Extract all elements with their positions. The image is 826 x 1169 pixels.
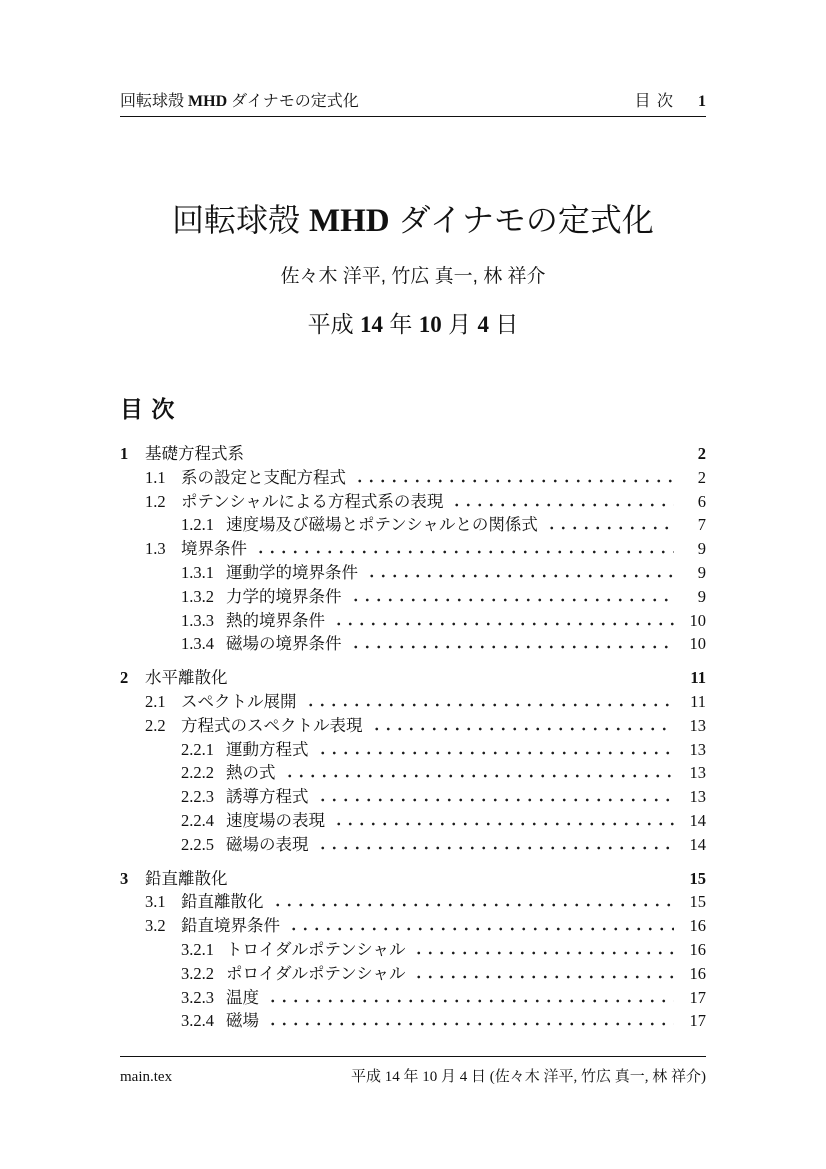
toc-entry-1.3.2[interactable] bbox=[120, 585, 706, 609]
authors-line: 佐々木 洋平, 竹広 真一, 林 祥介 bbox=[280, 266, 546, 287]
toc-leader-dots bbox=[333, 822, 674, 826]
toc-leader-dots bbox=[305, 703, 675, 707]
toc-entry-label: 境界条件 bbox=[181, 539, 247, 559]
toc-entry-page: 7 bbox=[697, 515, 706, 535]
text-segment: 平成 bbox=[307, 311, 360, 337]
toc-leader-dots bbox=[546, 526, 674, 530]
toc-entry-label: 速度場の表現 bbox=[226, 810, 325, 830]
toc-entry-page: 10 bbox=[689, 634, 706, 654]
toc-leader-dots bbox=[317, 751, 675, 755]
toc-entry-label: 運動方程式 bbox=[226, 739, 309, 759]
toc-entry-2.2.1[interactable] bbox=[120, 738, 706, 762]
toc-entry-page: 13 bbox=[689, 763, 706, 783]
toc-leader-dots bbox=[272, 903, 675, 907]
toc-entry-label: 温度 bbox=[226, 987, 259, 1007]
toc-entry-page: 9 bbox=[697, 562, 706, 582]
toc-entry-label: 基礎方程式系 bbox=[145, 445, 244, 463]
toc-entry-number: 2 bbox=[120, 668, 129, 688]
toc-entry-page: 16 bbox=[689, 916, 706, 936]
toc-entry-label: 水平離散化 bbox=[145, 669, 228, 688]
toc-entry-label: 力学的境界条件 bbox=[226, 586, 342, 606]
toc-leader-dots bbox=[413, 975, 674, 979]
toc-entry-page: 17 bbox=[689, 987, 706, 1007]
text-segment: 年 bbox=[382, 311, 419, 337]
toc-entry-3[interactable] bbox=[120, 867, 706, 891]
toc-entry-2.2.4[interactable] bbox=[120, 809, 706, 833]
toc-leader-dots bbox=[371, 727, 675, 731]
header-document-title bbox=[120, 88, 359, 111]
date-line bbox=[120, 306, 706, 343]
toc-entry-number: 3.2.4 bbox=[181, 1011, 214, 1031]
toc-entry-page: 11 bbox=[690, 668, 706, 688]
toc-leader-dots bbox=[267, 1022, 674, 1026]
toc-entry-label: ポロイダルポテンシャル bbox=[226, 963, 406, 983]
header-section-label: 目 次 bbox=[634, 93, 674, 110]
toc-entry-1.2.1[interactable] bbox=[120, 513, 706, 537]
toc-entry-number: 1.1 bbox=[145, 467, 166, 487]
toc-entry-1.3[interactable] bbox=[120, 537, 706, 561]
toc-entry-3.2.3[interactable] bbox=[120, 986, 706, 1010]
toc-entry-number: 2.2.2 bbox=[181, 763, 214, 783]
toc-entry-number: 3.2.3 bbox=[181, 987, 214, 1007]
toc-entry-label: 鉛直境界条件 bbox=[181, 916, 280, 936]
toc-entry-page: 11 bbox=[690, 691, 706, 711]
toc-entry-3.2.2[interactable] bbox=[120, 962, 706, 986]
running-footer bbox=[120, 1056, 706, 1086]
toc-entry-label: トロイダルポテンシャル bbox=[226, 939, 406, 959]
page-title bbox=[120, 196, 706, 245]
toc-entry-label: 系の設定と支配方程式 bbox=[181, 467, 346, 487]
text-segment-bold: MHD bbox=[188, 93, 228, 110]
toc-entry-number: 1.3 bbox=[145, 539, 166, 559]
table-of-contents bbox=[120, 394, 706, 1033]
toc-leader-dots bbox=[317, 846, 675, 850]
toc-entry-number: 3.1 bbox=[145, 892, 166, 912]
toc-entry-number: 1.2 bbox=[145, 491, 166, 511]
toc-entry-label: 磁場の表現 bbox=[226, 834, 309, 854]
toc-entry-1.3.1[interactable] bbox=[120, 561, 706, 585]
toc-entry-page: 6 bbox=[697, 491, 706, 511]
toc-heading: 目 次 bbox=[120, 396, 176, 422]
toc-entry-page: 9 bbox=[697, 586, 706, 606]
toc-entry-number: 1.3.2 bbox=[181, 586, 214, 606]
toc-leader-dots bbox=[333, 622, 674, 626]
toc-entry-number: 2.2.1 bbox=[181, 739, 214, 759]
toc-entry-2.2.3[interactable] bbox=[120, 785, 706, 809]
toc-entry-page: 13 bbox=[689, 715, 706, 735]
toc-entry-label: 熱の式 bbox=[226, 763, 276, 783]
toc-entry-3.1[interactable] bbox=[120, 890, 706, 914]
text-segment-bold: 14 bbox=[359, 312, 383, 337]
toc-entry-label: 磁場 bbox=[226, 1011, 259, 1031]
toc-entry-number: 1.3.3 bbox=[181, 610, 214, 630]
toc-entry-3.2.1[interactable] bbox=[120, 938, 706, 962]
toc-entry-2.1[interactable] bbox=[120, 690, 706, 714]
toc-leader-dots bbox=[255, 550, 674, 554]
toc-entry-label: ポテンシャルによる方程式系の表現 bbox=[181, 491, 444, 511]
toc-entry-page: 15 bbox=[689, 868, 706, 888]
toc-entry-number: 2.2.5 bbox=[181, 834, 214, 854]
toc-entry-number: 1 bbox=[120, 444, 129, 463]
toc-leader-dots bbox=[354, 479, 674, 483]
toc-leader-dots bbox=[366, 574, 674, 578]
toc-entry-number: 2.2.3 bbox=[181, 787, 214, 807]
toc-leader-dots bbox=[267, 999, 674, 1003]
toc-entry-2.2.5[interactable] bbox=[120, 833, 706, 857]
toc-entry-2[interactable] bbox=[120, 666, 706, 690]
toc-entry-number: 1.2.1 bbox=[181, 515, 214, 535]
footer-filename: main.tex bbox=[120, 1069, 173, 1085]
text-segment: 日 bbox=[489, 311, 519, 337]
running-header bbox=[120, 84, 706, 117]
toc-entry-number: 3.2.1 bbox=[181, 939, 214, 959]
toc-entry-1[interactable] bbox=[120, 442, 706, 466]
toc-leader-dots bbox=[451, 503, 674, 507]
toc-leader-dots bbox=[350, 598, 675, 602]
text-segment: ダイナモの定式化 bbox=[389, 202, 654, 238]
text-segment: 月 bbox=[441, 311, 478, 337]
toc-entry-1.1[interactable] bbox=[120, 466, 706, 490]
toc-entry-number: 3.2 bbox=[145, 916, 166, 936]
toc-list bbox=[120, 442, 706, 1033]
toc-entry-page: 2 bbox=[697, 467, 706, 487]
toc-entry-page: 2 bbox=[697, 444, 706, 463]
toc-leader-dots bbox=[350, 645, 675, 649]
toc-entry-page: 16 bbox=[689, 939, 706, 959]
toc-entry-label: スペクトル展開 bbox=[181, 691, 297, 711]
toc-entry-1.2[interactable] bbox=[120, 490, 706, 514]
toc-leader-dots bbox=[413, 951, 674, 955]
text-segment: ダイナモの定式化 bbox=[227, 93, 359, 110]
toc-entry-page: 14 bbox=[689, 834, 706, 854]
toc-entry-number: 1.3.1 bbox=[181, 562, 214, 582]
toc-entry-number: 1.3.4 bbox=[181, 634, 214, 654]
footer-date-authors: 平成 14 年 10 月 4 日 (佐々木 洋平, 竹広 真一, 林 祥介) bbox=[351, 1069, 706, 1085]
toc-entry-number: 3 bbox=[120, 868, 129, 888]
toc-entry-page: 17 bbox=[689, 1011, 706, 1031]
toc-entry-label: 方程式のスペクトル表現 bbox=[181, 715, 363, 735]
toc-entry-2.2[interactable] bbox=[120, 714, 706, 738]
header-right bbox=[635, 88, 706, 111]
toc-entry-number: 2.2.4 bbox=[181, 810, 214, 830]
text-segment-bold: 4 bbox=[477, 312, 490, 337]
text-segment: 回転球殻 bbox=[172, 202, 309, 238]
header-page-number: 1 bbox=[698, 93, 706, 110]
text-segment: 回転球殻 bbox=[120, 93, 189, 110]
toc-entry-label: 鉛直離散化 bbox=[181, 892, 264, 912]
toc-entry-number: 2.1 bbox=[145, 691, 166, 711]
toc-entry-label: 磁場の境界条件 bbox=[226, 634, 342, 654]
toc-entry-1.3.4[interactable] bbox=[120, 632, 706, 656]
toc-entry-label: 誘導方程式 bbox=[226, 787, 309, 807]
toc-entry-number: 3.2.2 bbox=[181, 963, 214, 983]
toc-entry-page: 13 bbox=[689, 787, 706, 807]
toc-entry-page: 9 bbox=[697, 539, 706, 559]
toc-entry-page: 16 bbox=[689, 963, 706, 983]
text-segment-bold: MHD bbox=[308, 203, 390, 239]
toc-entry-2.2.2[interactable] bbox=[120, 761, 706, 785]
toc-entry-label: 鉛直離散化 bbox=[145, 869, 228, 888]
toc-entry-number: 2.2 bbox=[145, 715, 166, 735]
toc-entry-page: 13 bbox=[689, 739, 706, 759]
text-segment-bold: 10 bbox=[418, 312, 442, 337]
toc-leader-dots bbox=[284, 774, 675, 778]
toc-entry-3.2[interactable] bbox=[120, 914, 706, 938]
toc-entry-label: 速度場及び磁場とポテンシャルとの関係式 bbox=[226, 515, 538, 535]
toc-entry-3.2.4[interactable] bbox=[120, 1009, 706, 1033]
toc-entry-label: 運動学的境界条件 bbox=[226, 562, 358, 582]
toc-leader-dots bbox=[288, 927, 674, 931]
toc-entry-1.3.3[interactable] bbox=[120, 609, 706, 633]
toc-entry-page: 14 bbox=[689, 810, 706, 830]
toc-entry-page: 15 bbox=[689, 892, 706, 912]
toc-entry-page: 10 bbox=[689, 610, 706, 630]
toc-leader-dots bbox=[317, 798, 675, 802]
toc-entry-label: 熱的境界条件 bbox=[226, 610, 325, 630]
